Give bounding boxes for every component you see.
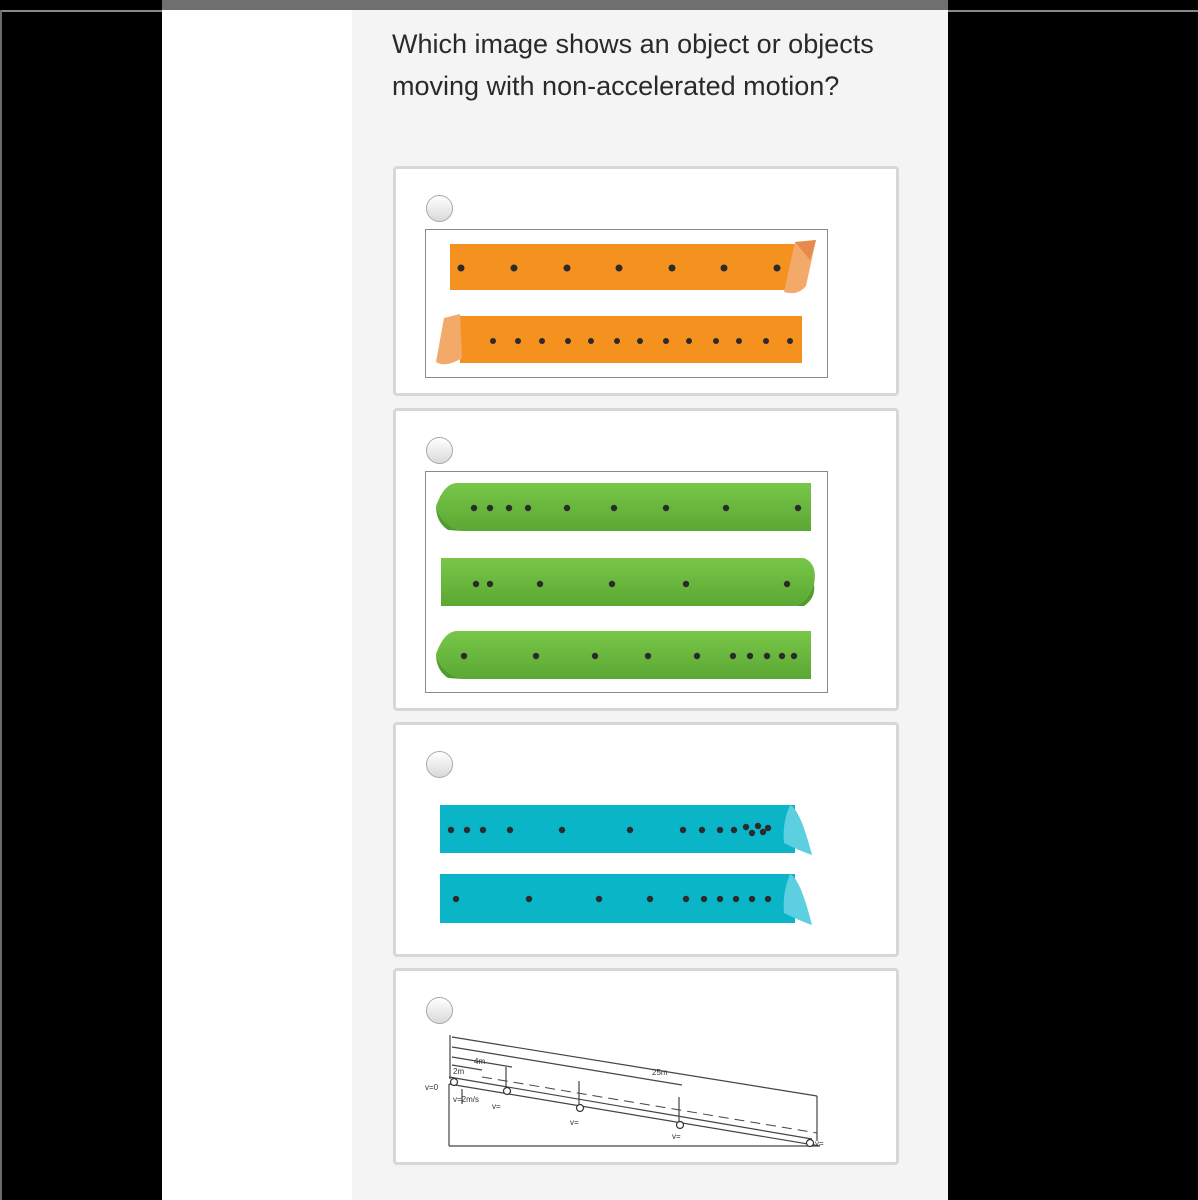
orange-tape-1 xyxy=(450,244,795,290)
answer-option-c[interactable] xyxy=(393,722,899,957)
orange-tape-2 xyxy=(460,316,802,363)
incline-diagram-image xyxy=(422,1029,842,1151)
ball-4 xyxy=(677,1122,684,1129)
cyan-tape-1 xyxy=(440,805,795,853)
green-ticker-tapes-image xyxy=(425,471,828,693)
answer-option-d[interactable] xyxy=(393,968,899,1165)
label-v3: v= xyxy=(570,1118,579,1127)
orange-tape-2-curl xyxy=(436,314,462,364)
window-top-bar xyxy=(162,0,948,10)
radio-option-b[interactable] xyxy=(426,437,453,464)
green-tape-3 xyxy=(436,631,811,679)
answer-option-a[interactable] xyxy=(393,166,899,396)
label-2m: 2m xyxy=(453,1067,465,1076)
label-v0: v=0 xyxy=(425,1083,439,1092)
radio-option-d[interactable] xyxy=(426,997,453,1024)
cyan-tape-2 xyxy=(440,874,795,923)
top-divider-left xyxy=(0,10,162,12)
label-25m: 25m xyxy=(652,1068,668,1077)
top-divider-right xyxy=(948,10,1198,12)
cyan-ticker-tapes-image xyxy=(440,801,820,927)
ball-1 xyxy=(451,1079,458,1086)
label-v4: v= xyxy=(672,1132,681,1141)
left-white-panel xyxy=(162,10,352,1200)
ball-3 xyxy=(577,1105,584,1112)
radio-option-c[interactable] xyxy=(426,751,453,778)
incline-diagram-svg xyxy=(422,1029,842,1151)
orange-ticker-tapes-image xyxy=(425,229,828,378)
label-4m: 4m xyxy=(474,1057,486,1066)
label-v5: v= xyxy=(815,1139,824,1148)
orange-tapes-svg xyxy=(426,230,827,377)
label-v1: v=2m/s xyxy=(453,1095,480,1104)
label-v2: v= xyxy=(492,1102,501,1111)
ball-5 xyxy=(807,1140,814,1147)
answer-option-b[interactable] xyxy=(393,408,899,711)
cyan-tapes-svg xyxy=(440,801,820,927)
green-tape-2 xyxy=(441,558,815,606)
question-text: Which image shows an object or objects moving with non-accelerated motion? xyxy=(392,29,874,101)
left-edge-line xyxy=(0,10,2,1200)
radio-option-a[interactable] xyxy=(426,195,453,222)
ball-2 xyxy=(504,1088,511,1095)
green-tapes-svg xyxy=(426,472,827,692)
